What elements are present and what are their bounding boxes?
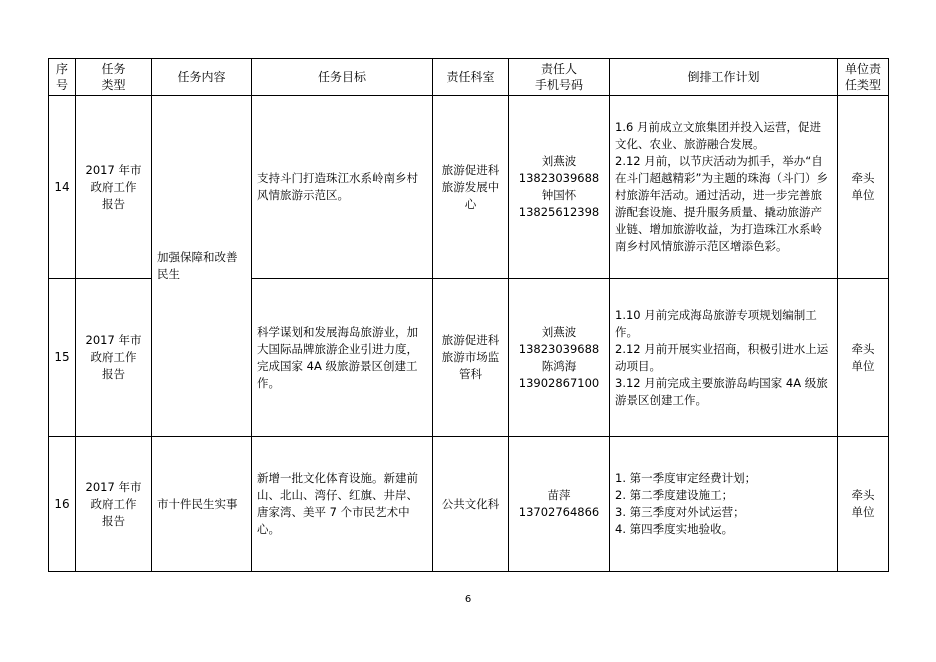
page-number: 6 [464,594,472,605]
header-no: 序 号 [49,59,76,96]
row-task-content: 市十件民生实事 [152,437,252,572]
row-goal: 科学谋划和发展海岛旅游业，加大国际品牌旅游企业引进力度，完成国家 4A 级旅游景区创建工作。 [252,279,433,437]
table-row [49,437,889,572]
row-task-type: 2017 年市 政府工作 报告 [76,96,152,279]
row-contacts: 刘燕波 13823039688 陈鸿海 13902867100 [509,279,610,437]
row-task-type: 2017 年市 政府工作 报告 [76,437,152,572]
row-no: 16 [49,437,76,572]
row-unit-type: 牵头 单位 [838,279,889,437]
row-contacts: 刘燕波 13823039688 钟国怀 13825612398 [509,96,610,279]
row-plan: 1. 第一季度审定经费计划； 2. 第二季度建设施工； 3. 第三季度对外试运营； 4. 第四季度实地验收。 [610,437,838,572]
table-row [49,96,889,279]
merged-task-content: 加强保障和改善民生 [152,96,252,437]
header-row [49,59,889,96]
task-table [48,58,889,572]
row-dept: 公共文化科 [433,437,509,572]
row-no: 15 [49,279,76,437]
header-person: 责任人 手机号码 [509,59,610,96]
row-task-type: 2017 年市 政府工作 报告 [76,279,152,437]
header-task-content: 任务内容 [152,59,252,96]
row-goal: 新增一批文化体育设施。新建前山、北山、湾仔、红旗、井岸、唐家湾、美平 7 个市民艺术中心。 [252,437,433,572]
header-task-type: 任务 类型 [76,59,152,96]
row-plan: 1.6 月前成立文旅集团并投入运营，促进文化、农业、旅游融合发展。 2.12 月前，以节庆活动为抓手，举办“自在斗门超越精彩”为主题的珠海（斗门）乡村旅游年活动。通过活动，进一步完善旅游配套设施、提升服务质量、撬动旅游产业链、增加旅游收益，为打造珠江水系岭南乡村风情旅游示范区增添色彩。 [610,96,838,279]
row-contacts: 苗萍 13702764866 [509,437,610,572]
header-dept: 责任科室 [433,59,509,96]
row-plan: 1.10 月前完成海岛旅游专项规划编制工作。 2.12 月前开展实业招商，积极引进水上运动项目。 3.12 月前完成主要旅游岛屿国家 4A 级旅游景区创建工作。 [610,279,838,437]
header-unit-type: 单位责 任类型 [838,59,889,96]
row-unit-type: 牵头 单位 [838,96,889,279]
header-task-goal: 任务目标 [252,59,433,96]
header-plan: 倒排工作计划 [610,59,838,96]
row-dept: 旅游促进科 旅游发展中 心 [433,96,509,279]
row-goal: 支持斗门打造珠江水系岭南乡村风情旅游示范区。 [252,96,433,279]
row-dept: 旅游促进科 旅游市场监 管科 [433,279,509,437]
row-unit-type: 牵头 单位 [838,437,889,572]
row-no: 14 [49,96,76,279]
